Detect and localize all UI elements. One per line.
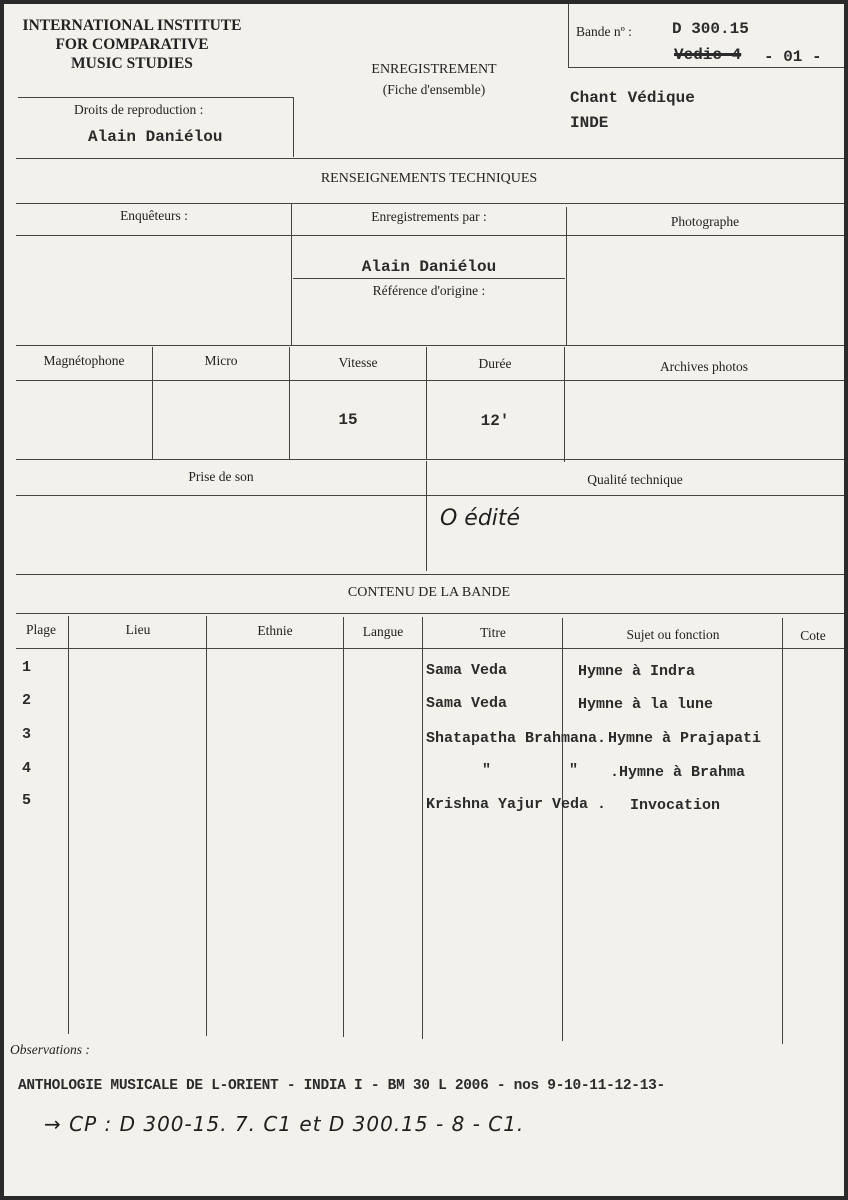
content-col-5 [562, 618, 563, 1041]
enregistrements-label: Enregistrements par : [371, 209, 487, 224]
observations-line-1: ANTHOLOGIE MUSICALE DE L-ORIENT - INDIA I - BM 30 L 2006 - nos 9-10-11-12-13- [18, 1078, 665, 1094]
equip-col-1 [152, 347, 153, 459]
enqueteurs-label: Enquêteurs : [120, 208, 188, 223]
divider-reference [293, 278, 565, 279]
archive-sheet [4, 4, 844, 1196]
vitesse-value: 15 [338, 411, 358, 429]
divider-equipment-labels [16, 380, 844, 381]
rights-box-top [18, 97, 294, 98]
divider-prise-top [16, 459, 844, 460]
bande-value: D 300.15 [672, 20, 749, 38]
row-1-plage: 1 [22, 659, 32, 676]
content-col-3 [343, 617, 344, 1037]
col-header-titre: Titre [480, 625, 506, 640]
bande-box-left [568, 4, 569, 68]
photographe-label: Photographe [670, 214, 740, 229]
equip-col-3 [426, 347, 427, 459]
institute-line-3: MUSIC STUDIES [71, 55, 193, 72]
divider-technical-header [16, 203, 844, 204]
col-header-lieu: Lieu [125, 622, 151, 637]
bande-box-bottom [568, 67, 844, 68]
divider-prise-labels [16, 495, 844, 496]
prise-col-divider [426, 461, 427, 571]
duree-value: 12' [480, 412, 510, 430]
form-subtitle: (Fiche d'ensemble) [382, 82, 486, 97]
divider-equipment-top [16, 345, 844, 346]
col-header-plage: Plage [26, 622, 56, 637]
row-3-sujet: Hymne à Prajapati [608, 730, 762, 747]
row-3-plage: 3 [22, 726, 32, 743]
divider-technical-top [16, 158, 844, 159]
duree-label: Durée [478, 356, 512, 371]
divider-tech-labels [16, 235, 844, 236]
vitesse-label: Vitesse [338, 355, 378, 370]
col-header-sujet: Sujet ou fonction [626, 627, 720, 642]
rights-box-right [293, 97, 294, 157]
subject-line-2: INDE [570, 114, 609, 132]
row-5-sujet: Invocation [630, 797, 721, 814]
divider-contents-header [16, 613, 844, 614]
qualite-technique-label: Qualité technique [587, 472, 683, 487]
content-col-6 [782, 618, 783, 1044]
row-4-titre-b: " [569, 762, 579, 779]
col-header-langue: Langue [362, 624, 404, 639]
row-3-titre: Shatapatha Brahmana. [426, 730, 607, 747]
micro-label: Micro [204, 353, 238, 368]
row-5-plage: 5 [22, 792, 32, 809]
tech-col-divider-2 [566, 207, 567, 345]
content-col-2 [206, 616, 207, 1036]
content-col-4 [422, 617, 423, 1039]
old-code-suffix: - 01 - [764, 48, 822, 66]
row-2-titre: Sama Veda [426, 695, 508, 712]
institute-name [12, 16, 252, 73]
institute-line-1: INTERNATIONAL INSTITUTE [22, 17, 242, 34]
equip-col-2 [289, 347, 290, 459]
technical-section-title: RENSEIGNEMENTS TECHNIQUES [320, 171, 538, 186]
institute-line-2: FOR COMPARATIVE [55, 36, 209, 53]
old-code-struck: Vedic-4 [674, 46, 742, 64]
row-1-sujet: Hymne à Indra [578, 663, 696, 680]
row-2-sujet: Hymne à la lune [578, 696, 714, 713]
col-header-ethnie: Ethnie [257, 623, 293, 638]
reference-label: Référence d'origine : [372, 283, 486, 298]
row-5-titre: Krishna Yajur Veda . [426, 796, 607, 813]
archives-label: Archives photos [659, 359, 749, 374]
bande-label: Bande nº : [576, 24, 632, 39]
equip-col-4 [564, 347, 565, 462]
divider-columns [16, 648, 844, 649]
col-header-cote: Cote [800, 628, 826, 643]
form-title: ENREGISTREMENT [371, 62, 497, 77]
qualite-technique-value: O édité [440, 506, 521, 531]
observations-line-2: → CP : D 300-15. 7. C1 et D 300.15 - 8 - C1. [44, 1112, 525, 1136]
row-4-sujet: .Hymne à Brahma [610, 764, 746, 781]
observations-label: Observations : [10, 1042, 90, 1057]
magnetophone-label: Magnétophone [43, 353, 125, 368]
content-col-1 [68, 616, 69, 1034]
prise-de-son-label: Prise de son [188, 469, 254, 484]
row-4-titre: " [482, 762, 492, 779]
row-4-plage: 4 [22, 760, 32, 777]
enregistrements-value: Alain Daniélou [361, 258, 497, 276]
divider-contents-top [16, 574, 844, 575]
subject-line-1: Chant Védique [570, 89, 695, 107]
contents-section-title: CONTENU DE LA BANDE [347, 585, 511, 600]
row-1-titre: Sama Veda [426, 662, 508, 679]
rights-label: Droits de reproduction : [74, 102, 204, 117]
rights-value: Alain Daniélou [88, 128, 223, 146]
row-2-plage: 2 [22, 692, 32, 709]
